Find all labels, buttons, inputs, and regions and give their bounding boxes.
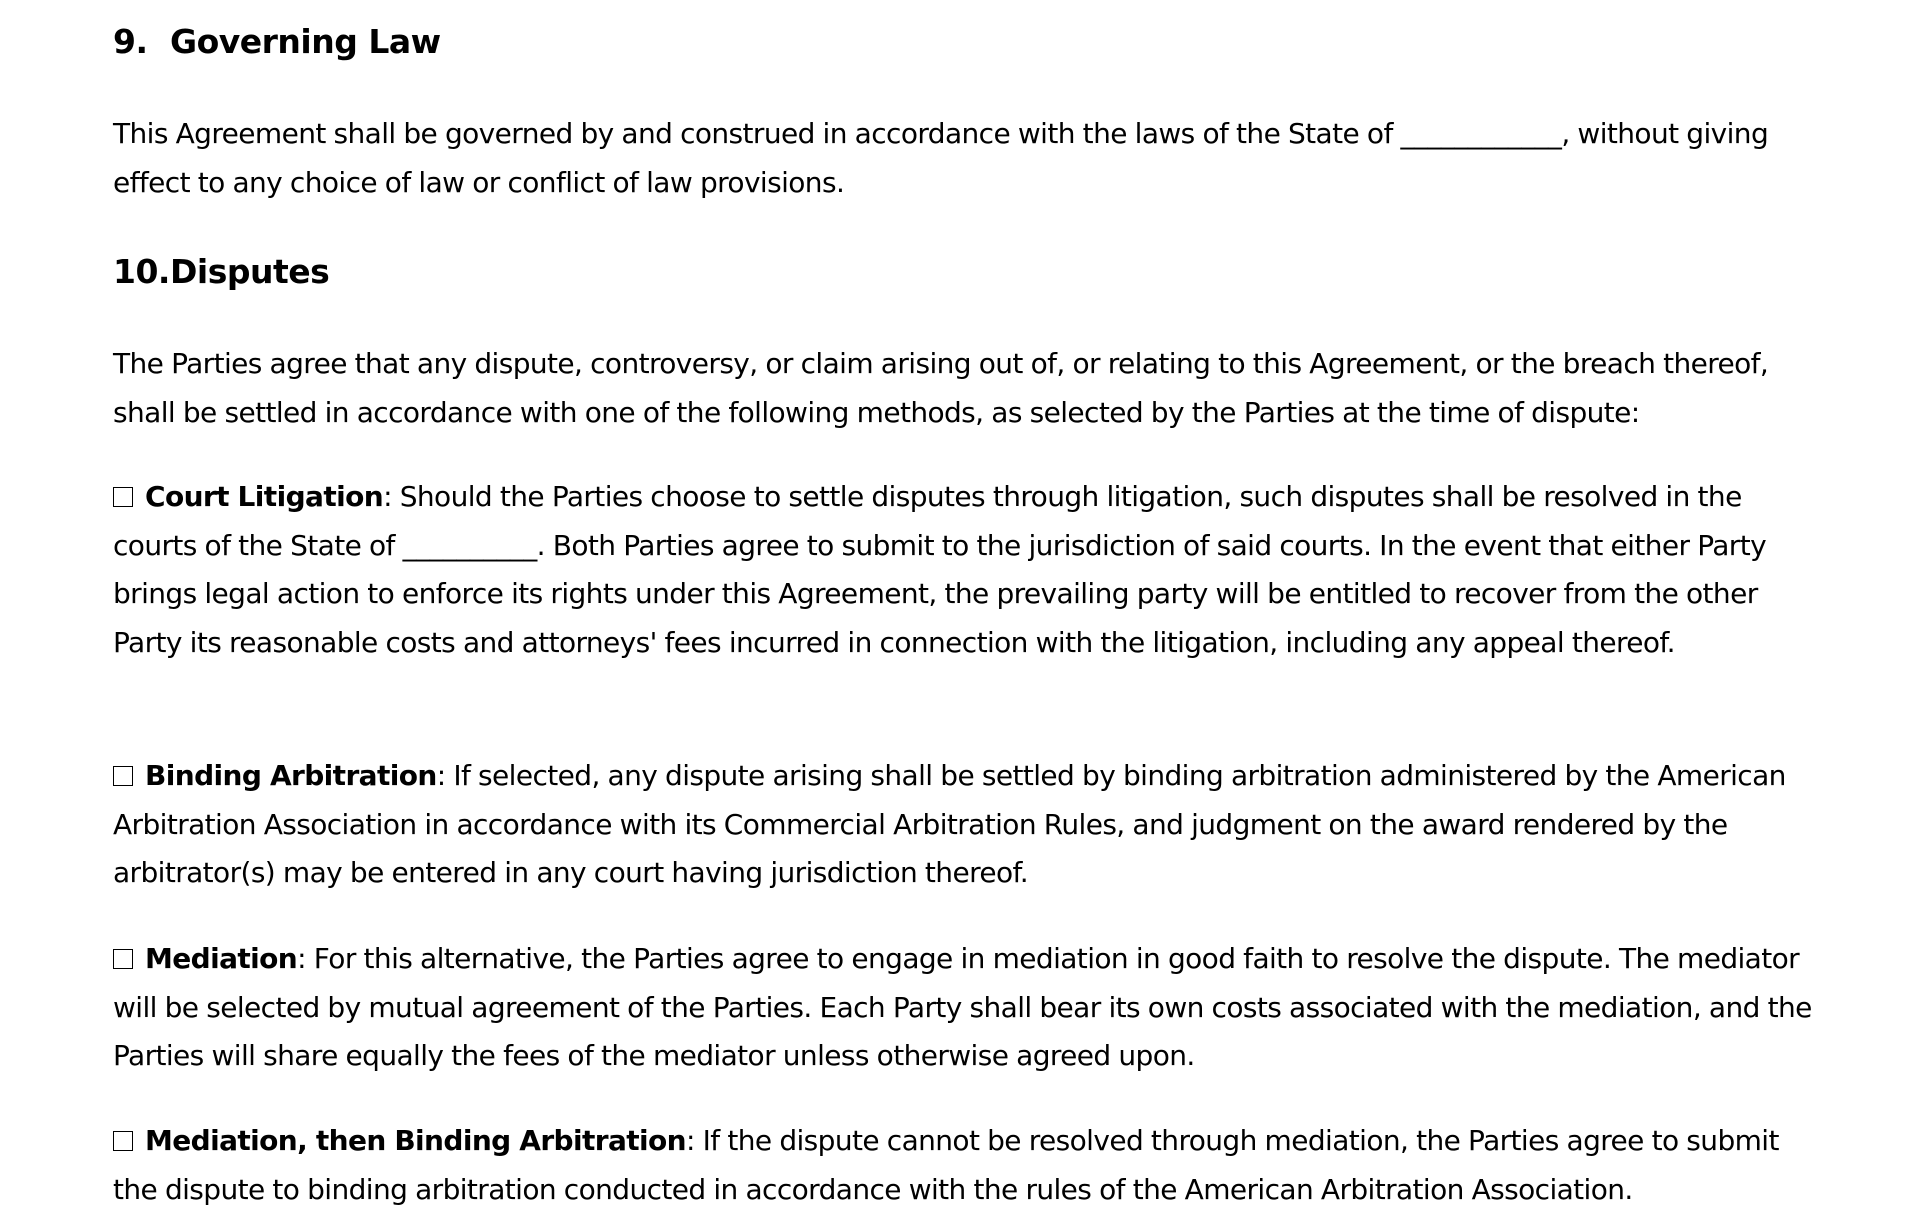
section-title: Governing Law	[170, 22, 441, 61]
section-heading-disputes	[113, 252, 329, 291]
governing-law-paragraph	[113, 110, 1813, 207]
checkbox-icon-binding-arbitration[interactable]	[113, 766, 133, 786]
option-text: : For this alternative, the Parties agree to engage in mediation in good faith to resolve the dispute. The mediator will be selected by mutual agreement of the Parties. Each Party shall bear its own costs associated with the mediation, and the Parties will share equally the fees of the mediator unless otherwise agreed upon.	[113, 942, 1812, 1072]
section-number: 10.	[113, 252, 170, 291]
disputes-intro-paragraph: The Parties agree that any dispute, controversy, or claim arising out of, or relating to this Agreement, or the breach thereof, shall be settled in accordance with one of the following methods, as selected by the Parties at the time of dispute:	[113, 347, 1769, 429]
section-number: 9.	[113, 22, 148, 61]
checkbox-icon-mediation-then-arbitration[interactable]	[113, 1131, 133, 1151]
state-blank-field[interactable]: ____________	[1400, 117, 1562, 150]
option-text: : If selected, any dispute arising shall be settled by binding arbitration administered by the American Arbitration Association in accordance with its Commercial Arbitration Rules, and judgment on the award rendered by the arbitrator(s) may be entered in any court having jurisdiction thereof.	[113, 759, 1786, 889]
option-text: : If the dispute cannot be resolved through mediation, the Parties agree to submit the dispute to binding arbitration conducted in accordance with the rules of the American Arbitration Association.	[113, 1124, 1779, 1206]
option-mediation-then-arbitration	[113, 1117, 1813, 1214]
option-court-litigation	[113, 473, 1813, 667]
section-heading-governing-law	[113, 22, 441, 61]
option-binding-arbitration	[113, 752, 1813, 898]
option-text: . Both Parties agree to submit to the jurisdiction of said courts. In the event that either Party brings legal action to enforce its rights under this Agreement, the prevailing party will be entitled to recover from the other Party its reasonable costs and attorneys' fees incurred in connection with the litigation, including any appeal thereof.	[113, 528, 1767, 659]
option-text: : Should the Parties choose to settle disputes through litigation, such disputes shall be resolved in the courts of the State of	[113, 480, 1742, 562]
checkbox-icon-court-litigation[interactable]	[113, 487, 133, 507]
paragraph-text: This Agreement shall be governed by and construed in accordance with the laws of the State of	[113, 117, 1401, 150]
option-mediation	[113, 935, 1813, 1081]
option-label: Binding Arbitration	[145, 759, 437, 792]
option-label: Court Litigation	[145, 480, 384, 513]
section-title: Disputes	[170, 252, 330, 291]
paragraph-text: , without giving effect to any choice of law or conflict of law provisions.	[113, 117, 1769, 199]
option-label: Mediation	[145, 942, 298, 975]
option-label: Mediation, then Binding Arbitration	[145, 1124, 687, 1157]
state-blank-field[interactable]: __________	[402, 528, 537, 562]
checkbox-icon-mediation[interactable]	[113, 949, 133, 969]
